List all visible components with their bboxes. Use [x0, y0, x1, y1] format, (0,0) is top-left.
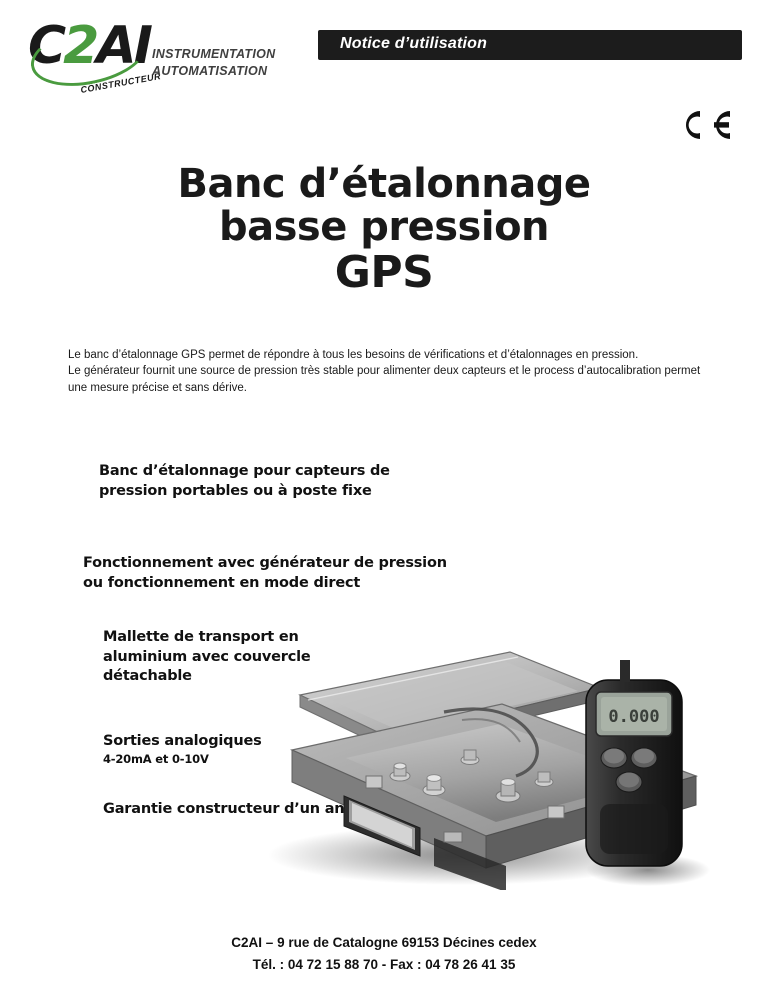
page-title-line1: Banc d’étalonnage [177, 161, 591, 207]
feature-item-text: Banc d’étalonnage pour capteurs de pression portables ou à poste fixe [99, 463, 390, 499]
feature-item-text: Sorties analogiques [103, 733, 262, 749]
ce-marking-icon [674, 108, 738, 142]
intro-text [68, 347, 708, 396]
product-photo [248, 600, 748, 890]
feature-item-text: Mallette de transport en aluminium avec couvercle détachable [103, 629, 311, 685]
logo-tagline-line1: INSTRUMENTATION [152, 47, 276, 61]
feature-item [99, 462, 459, 501]
logo-letters-ai: AI [96, 16, 150, 76]
notice-banner [318, 30, 742, 60]
page-title-line3: GPS [334, 247, 434, 299]
footer-address: C2AI – 9 rue de Catalogne 69153 Décines cedex [231, 935, 537, 950]
intro-paragraph-2: Le générateur fournit une source de pression très stable pour alimenter deux capteurs et le process d’autocalibration permet une mesure précise et sans dérive. [68, 365, 701, 394]
logo-tagline [152, 46, 275, 80]
company-logo [28, 16, 278, 100]
footer-phone-fax: Tél. : 04 72 15 88 70 - Fax : 04 78 26 41 35 [252, 956, 516, 972]
feature-item [83, 554, 463, 593]
intro-paragraph-1: Le banc d’étalonnage GPS permet de répondre à tous les besoins de vérifications et d’étalonnages en pression. [68, 349, 639, 361]
handheld-manometer [586, 660, 682, 866]
feature-item-text: Garantie constructeur d’un an [103, 801, 345, 817]
logo-digit-2: 2 [63, 16, 97, 76]
feature-item-text: Fonctionnement avec générateur de pression ou fonctionnement en mode direct [83, 555, 447, 591]
logo-letter-c: C [28, 16, 64, 76]
notice-banner-label: Notice d’utilisation [340, 35, 488, 52]
footer-contact [0, 932, 768, 975]
page-title [0, 163, 768, 297]
logo-tagline-line2: AUTOMATISATION [152, 63, 268, 78]
feature-item-subtext: 4-20mA et 0-10V [103, 751, 209, 766]
page-title-line2: basse pression [218, 204, 550, 251]
logo-constructeur-text: CONSTRUCTEUR [79, 70, 162, 96]
svg-text:0.000: 0.000 [608, 707, 660, 727]
